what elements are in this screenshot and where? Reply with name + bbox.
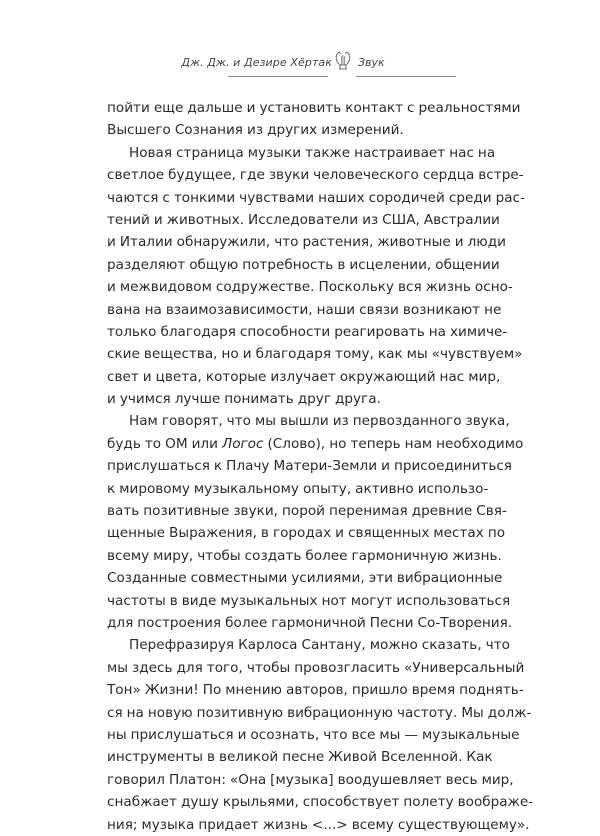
text-line-with-italic <box>107 433 524 455</box>
text-line: Тон» Жизни! По мнению авторов, пришло время поднять- <box>107 682 524 699</box>
text-line: и учимся лучше понимать друг друга. <box>107 391 381 408</box>
text-line: частоты в виде музыкальных нот могут использоваться <box>107 592 511 609</box>
text-line: вать позитивные звуки, порой перенимая древние Свя- <box>107 503 507 520</box>
text-line: Новая страница музыки также настраивает нас на <box>129 144 496 161</box>
header-rule-left <box>228 76 328 77</box>
text-line: разделяют общую потребность в исцелении, общении <box>107 256 500 273</box>
text-line: инструменты в великой песне Живой Вселенной. Как <box>107 749 493 766</box>
text-line: ся на новую позитивную вибрационную частоту. Мы долж- <box>107 704 532 721</box>
running-header <box>0 50 600 80</box>
text-line: и межвидовом содружестве. Поскольку вся жизнь осно- <box>107 279 513 296</box>
text-line: чаются с тонкими чувствами наших сородичей среди рас- <box>107 189 525 206</box>
text-line: для построения более гармоничной Песни Со-Творения. <box>107 614 513 631</box>
text-line: ские вещества, но и благодаря тому, как мы «чувствуем» <box>107 346 523 363</box>
text-line: тений и животных. Исследователи из США, Австралии <box>107 211 500 228</box>
text-line: говорил Платон: «Она [музыка] воодушевляет весь мир, <box>107 771 514 788</box>
text-line: Перефразируя Карлоса Сантану, можно сказать, что <box>129 637 510 654</box>
body-text <box>107 97 534 836</box>
text-line: светлое будущее, где звуки человеческого сердца встре- <box>107 167 524 184</box>
text-line: и Италии обнаружили, что растения, животные и люди <box>107 234 506 251</box>
text-run: (Слово), но теперь нам необходимо <box>267 435 524 452</box>
text-line: пойти еще дальше и установить контакт с реальностями <box>107 100 521 116</box>
text-line: вана на взаимозависимости, наши связи возникают не <box>107 301 502 318</box>
text-line: только благодаря способности реагировать на химиче- <box>107 323 508 340</box>
lyre-icon <box>334 50 352 72</box>
text-line: прислушаться к Плачу Матери-Земли и присоединиться <box>107 458 512 475</box>
header-rule-right <box>356 76 456 77</box>
text-line: свет и цвета, которые излучает окружающий нас мир, <box>107 368 501 385</box>
text-line: Созданные совместными усилиями, эти вибрационные <box>107 570 503 587</box>
text-line: к мировому музыкальному опыту, активно использо- <box>107 480 489 497</box>
text-line: мы здесь для того, чтобы провозгласить «Универсальный <box>107 659 525 676</box>
text-line: ны прислушаться и осознать, что все мы — музыкальные <box>107 726 520 743</box>
text-line: всему миру, чтобы создать более гармоничную жизнь. <box>107 547 502 564</box>
text-line: щенные Выражения, в городах и священных местах по <box>107 525 506 542</box>
header-author: Дж. Дж. и Дезире Хёртак <box>181 56 332 69</box>
italic-term-logos: Логос <box>221 435 264 452</box>
text-run: будь то ОМ или <box>107 435 218 452</box>
text-line: ния; музыка придает жизнь <...> всему существующему». <box>107 816 530 833</box>
text-line: снабжает душу крыльями, способствует полету воображе- <box>107 794 534 811</box>
text-line: Нам говорят, что мы вышли из первозданного звука, <box>129 413 510 430</box>
header-book-title: Звук <box>358 56 385 69</box>
text-line: Высшего Сознания из других измерений. <box>107 122 404 139</box>
